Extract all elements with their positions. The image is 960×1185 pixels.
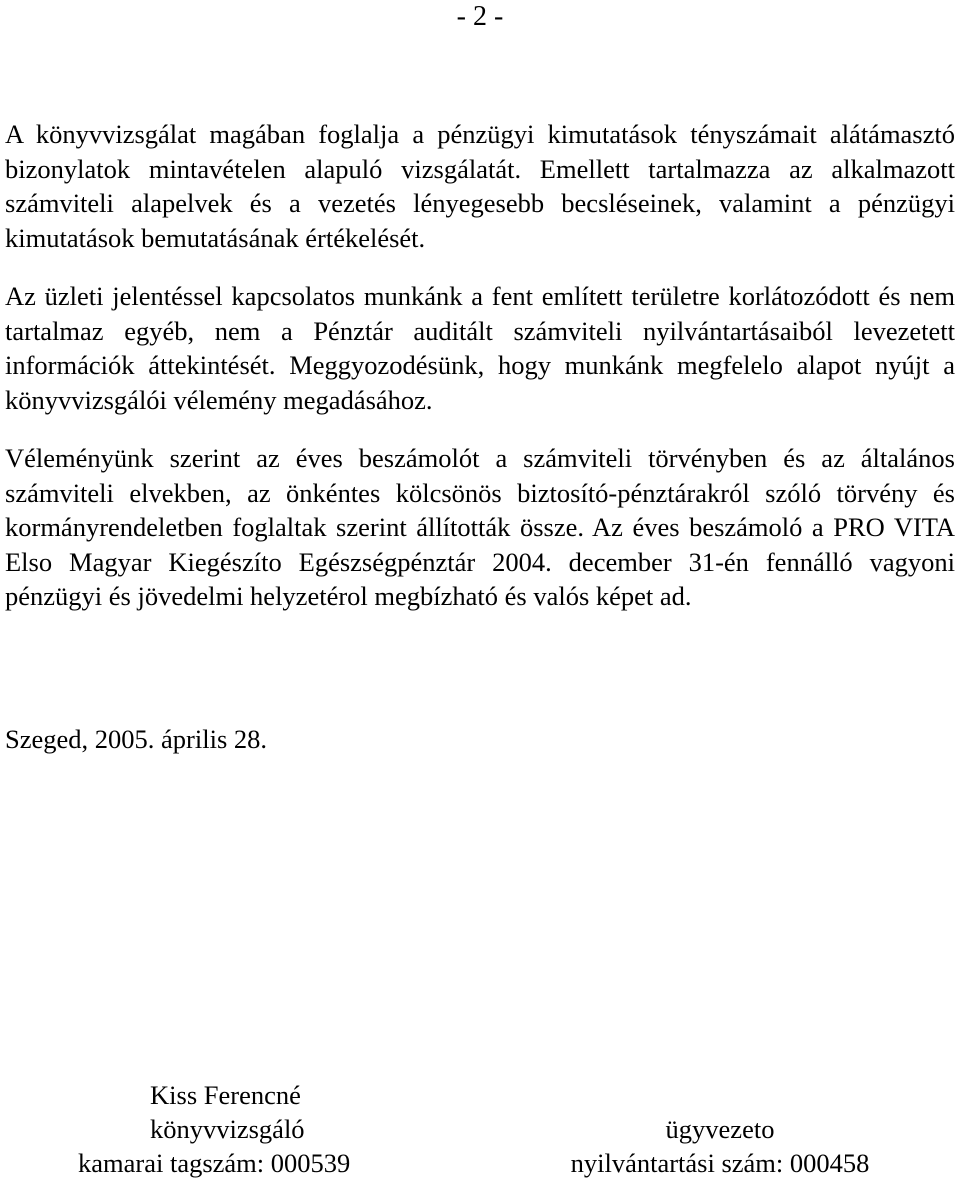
manager-registration: nyilvántartási szám: 000458 xyxy=(570,1148,870,1178)
auditor-registration: kamarai tagszám: 000539 xyxy=(78,1148,351,1178)
page-number: - 2 - xyxy=(456,1,504,32)
auditor-role: könyvvizsgáló xyxy=(150,1114,305,1144)
manager-role: ügyvezeto xyxy=(665,1114,775,1144)
paragraph-audit-scope: A könyvvizsgálat magában foglalja a pénzügyi kimutatások tényszámait alátámasztó bizonylatok mintavételen alapuló vizsgálatát. Emellett tartalmazza az alkalmazott számviteli alapelvek és a vezetés lényegesebb becsléseinek, valamint a pénzügyi kimutatások bemutatásának értékelését. xyxy=(5,119,955,253)
auditor-signature-block xyxy=(78,1078,398,1180)
paragraph-opinion: Véleményünk szerint az éves beszámolót a számviteli törvényben és az általános számviteli elvekben, az önkéntes kölcsönös biztosító-pénztárakról szóló törvény és kormányrendeletben foglaltak szerint állították össze. Az éves beszámoló a PRO VITA Elso Magyar Kiegészíto Egészségpénztár 2004. december 31-én fennálló vagyoni pénzügyi és jövedelmi helyzetérol megbízható és valós képet ad. xyxy=(5,443,955,611)
manager-signature-block xyxy=(545,1112,895,1180)
paragraph-business-report: Az üzleti jelentéssel kapcsolatos munkánk a fent említett területre korlátozódott és nem tartalmaz egyéb, nem a Pénztár auditált számviteli nyilvántartásaiból levezetett információk áttekintését. Meggyozodésünk, hogy munkánk megfelelo alapot nyújt a könyvvizsgálói vélemény megadásához. xyxy=(5,281,955,415)
place-and-date: Szeged, 2005. április 28. xyxy=(5,724,268,754)
auditor-name: Kiss Ferencné xyxy=(150,1080,301,1110)
